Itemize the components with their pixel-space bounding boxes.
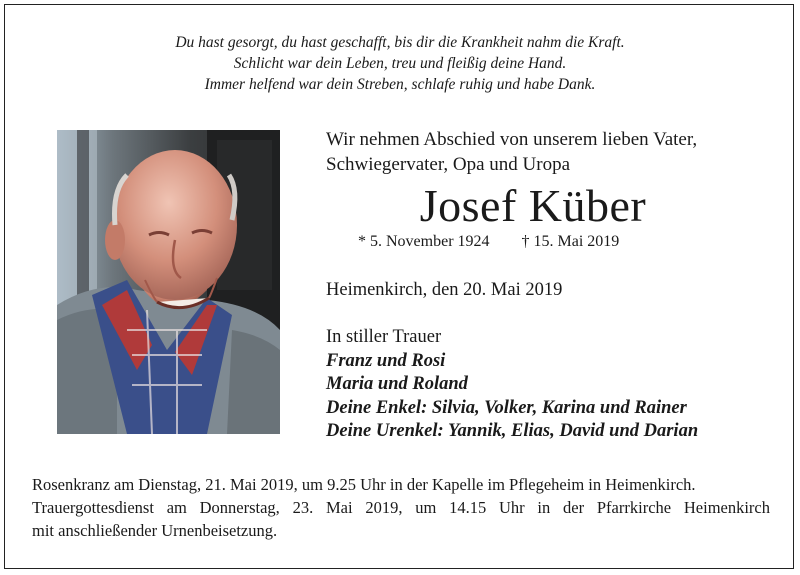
mourners-heading: In stiller Trauer	[326, 327, 442, 347]
death-date: † 15. Mai 2019	[521, 233, 620, 250]
mourners-list	[326, 326, 698, 444]
farewell-intro	[326, 127, 697, 177]
place-and-date: Heimenkirch, den 20. Mai 2019	[326, 280, 563, 300]
poem-line: Du hast gesorgt, du hast geschafft, bis dir die Krankheit nahm die Kraft.	[175, 34, 625, 51]
poem-line: Schlicht war dein Leben, treu und fleißig deine Hand.	[233, 55, 567, 72]
poem-line: Immer helfend war dein Streben, schlafe ruhig und habe Dank.	[204, 76, 596, 93]
intro-line: Wir nehmen Abschied von unserem lieben Vater,	[326, 129, 698, 150]
service-details	[32, 473, 770, 542]
mourner-entry: Maria und Roland	[326, 374, 468, 394]
rosary-info: Rosenkranz am Dienstag, 21. Mai 2019, um 9.25 Uhr in der Kapelle im Pflegeheim in Heimenkirch.	[32, 475, 696, 494]
memorial-poem	[0, 32, 800, 95]
funeral-service-info: Trauergottesdienst am Donnerstag, 23. Mai 2019, um 14.15 Uhr in der Pfarrkirche Heimenkirch	[32, 498, 770, 517]
mourner-entry: Franz und Rosi	[326, 350, 446, 371]
mourner-entry: Deine Urenkel: Yannik, Elias, David und Darian	[326, 421, 699, 441]
birth-date: * 5. November 1924	[358, 233, 490, 250]
urn-burial-info: mit anschließender Urnenbeisetzung.	[32, 521, 278, 540]
life-dates	[358, 233, 619, 251]
mourner-entry: Deine Enkel: Silvia, Volker, Karina und Rainer	[326, 397, 687, 418]
deceased-name: Josef Küber	[419, 180, 647, 231]
portrait-photo	[57, 130, 280, 434]
intro-line: Schwiegervater, Opa und Uropa	[326, 154, 571, 175]
